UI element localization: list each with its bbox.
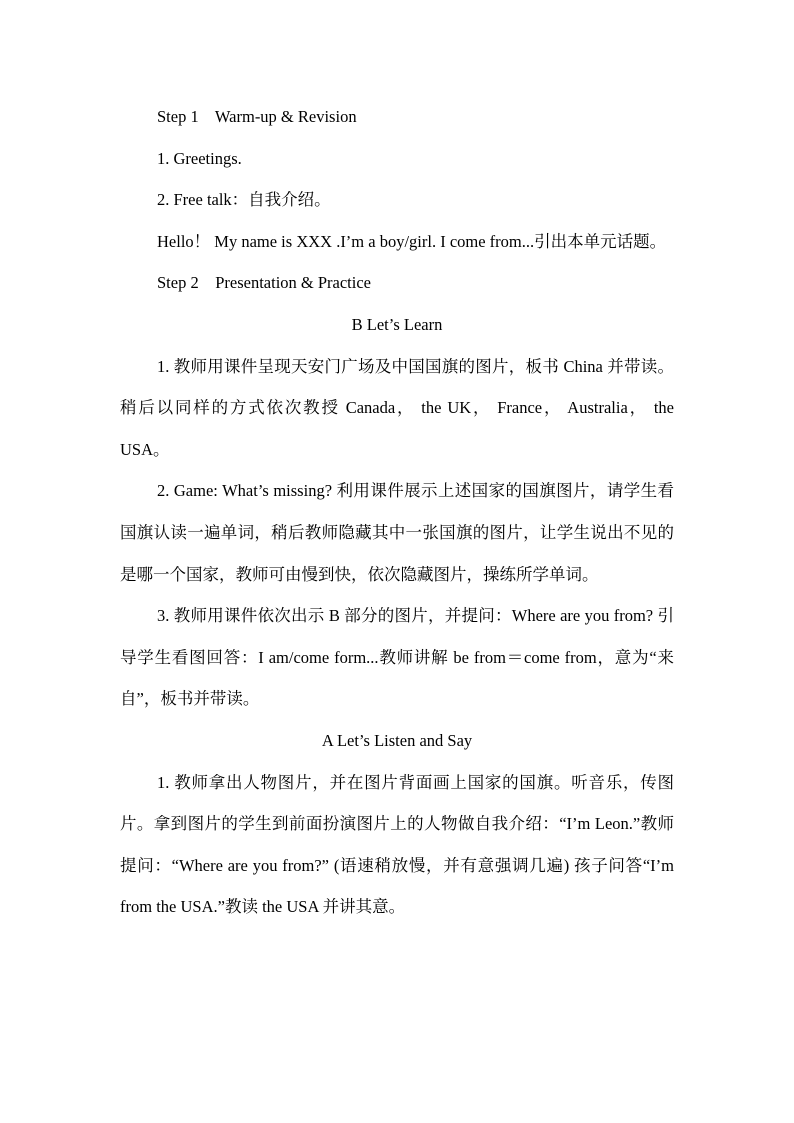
- step-1-heading: Step 1 Warm-up & Revision: [157, 107, 357, 126]
- a-item-1: 1. 教师拿出人物图片，并在图片背面画上国家的国旗。听音乐，传图片。拿到图片的学生到前面扮演图片上的人物做自我介绍：“I’m Leon.”教师提问：“Where are you from?” (语速稍放慢，并有意强调几遍) 孩子问答“I’m from the USA.”教读 the USA 并讲其意。: [120, 772, 674, 917]
- lesson-plan-text: [120, 96, 674, 928]
- b-item-1: 1. 教师用课件呈现天安门广场及中国国旗的图片，板书 China 并带读。稍后以同样的方式依次教授 Canada， the UK， France， Australia， the USA。: [120, 356, 674, 459]
- hello-paragraph: Hello！ My name is XXX .I’m a boy/girl. I come from...引出本单元话题。: [157, 231, 667, 251]
- b-lets-learn-heading: B Let’s Learn: [351, 314, 443, 334]
- a-lets-listen-heading: A Let’s Listen and Say: [321, 730, 473, 750]
- step-2-heading: Step 2 Presentation & Practice: [157, 273, 371, 293]
- free-talk-item: 2. Free talk：自我介绍。: [157, 190, 331, 210]
- b-item-2: 2. Game: What’s missing? 利用课件展示上述国家的国旗图片，请学生看国旗认读一遍单词，稍后教师隐藏其中一张国旗的图片，让学生说出不见的是哪一个国家，教师可由慢到快，依次隐藏图片，操练所学单词。: [120, 481, 674, 584]
- b-item-3: 3. 教师用课件依次出示 B 部分的图片，并提问：Where are you from? 引导学生看图回答：I am/come form...教师讲解 be from＝come from，意为“来自”，板书并带读。: [120, 606, 674, 709]
- greetings-item: 1. Greetings.: [157, 148, 242, 168]
